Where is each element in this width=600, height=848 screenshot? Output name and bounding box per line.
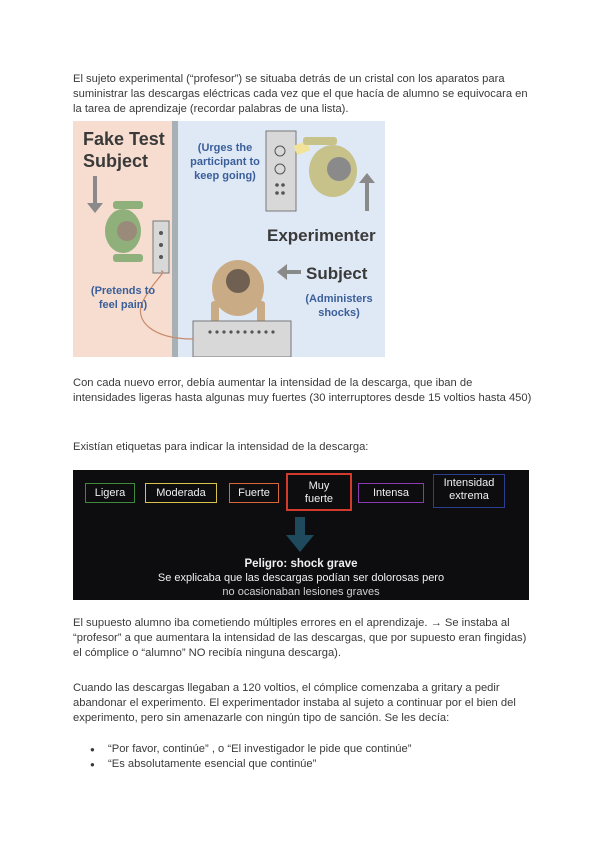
warning-line-1: Se explicaba que las descargas podían ser dolorosas pero: [157, 572, 445, 584]
label-muy-fuerte: Muy fuerte: [286, 473, 352, 511]
shock-labels-figure: [73, 470, 529, 600]
warning-line-2: no ocasionaban lesiones graves: [222, 586, 380, 598]
label-intensidad-extrema: Intensidad extrema: [433, 474, 505, 508]
pretends-label-1: (Pretends to: [90, 285, 156, 297]
screams-paragraph: Cuando las descargas llegaban a 120 voltios, el cómplice comenzaba a gritary a pedir abandonar el experimento. El experimentador instaba al sujeto a continuar por el bien del experimento, pero sin amenazarle con ningún tipo de sanción. Se les decía:: [73, 682, 516, 724]
subject-label: Subject: [306, 264, 368, 283]
list-item: ● “Es absolutamente esencial que continúe”: [90, 757, 411, 772]
label-intensa: Intensa: [358, 483, 424, 503]
prods-list: [90, 742, 411, 772]
experimenter-label: Experimenter: [267, 226, 376, 245]
label-fuerte: Fuerte: [229, 483, 279, 503]
urges-label-1: (Urges the: [197, 142, 253, 154]
warning-title: Peligro: shock grave: [244, 558, 358, 570]
administers-label-1: (Administers: [305, 293, 373, 305]
label-moderada: Moderada: [145, 483, 217, 503]
fake-subject-label-2: Subject: [83, 151, 149, 171]
label-ligera: Ligera: [85, 483, 135, 503]
administers-label-2: shocks): [318, 307, 360, 319]
fake-subject-label-1: Fake Test: [83, 129, 165, 149]
pretends-label-2: feel pain): [98, 299, 148, 311]
urges-label-3: keep going): [194, 170, 256, 182]
intro-paragraph: El sujeto experimental (“profesor”) se situaba detrás de un cristal con los aparatos para suministrar las descargas eléctricas cada vez que el que hacía de alumno se equivocara en la tarea de aprendizaje (recordar palabras de una lista).: [73, 73, 528, 115]
urges-label-2: participant to: [190, 156, 260, 168]
labels-intro-paragraph: Existían etiquetas para indicar la intensidad de la descarga:: [73, 441, 369, 453]
milgram-diagram: [73, 121, 385, 357]
errors-paragraph: El supuesto alumno iba cometiendo múltiples errores en el aprendizaje. → Se instaba al “profesor” a que aumentara la intensidad de las descargas, que por supuesto eran fingidas) el cómplice o “alumno” NO recibía ninguna descarga).: [73, 617, 527, 659]
list-item: ● “Por favor, continúe” , o “El investigador le pide que continúe”: [90, 742, 411, 757]
progression-paragraph: Con cada nuevo error, debía aumentar la intensidad de la descarga, que iban de intensidades ligeras hasta algunas muy fuertes (30 interruptores desde 15 voltios hasta 450): [73, 377, 532, 404]
arrow-down-icon: [286, 535, 314, 552]
